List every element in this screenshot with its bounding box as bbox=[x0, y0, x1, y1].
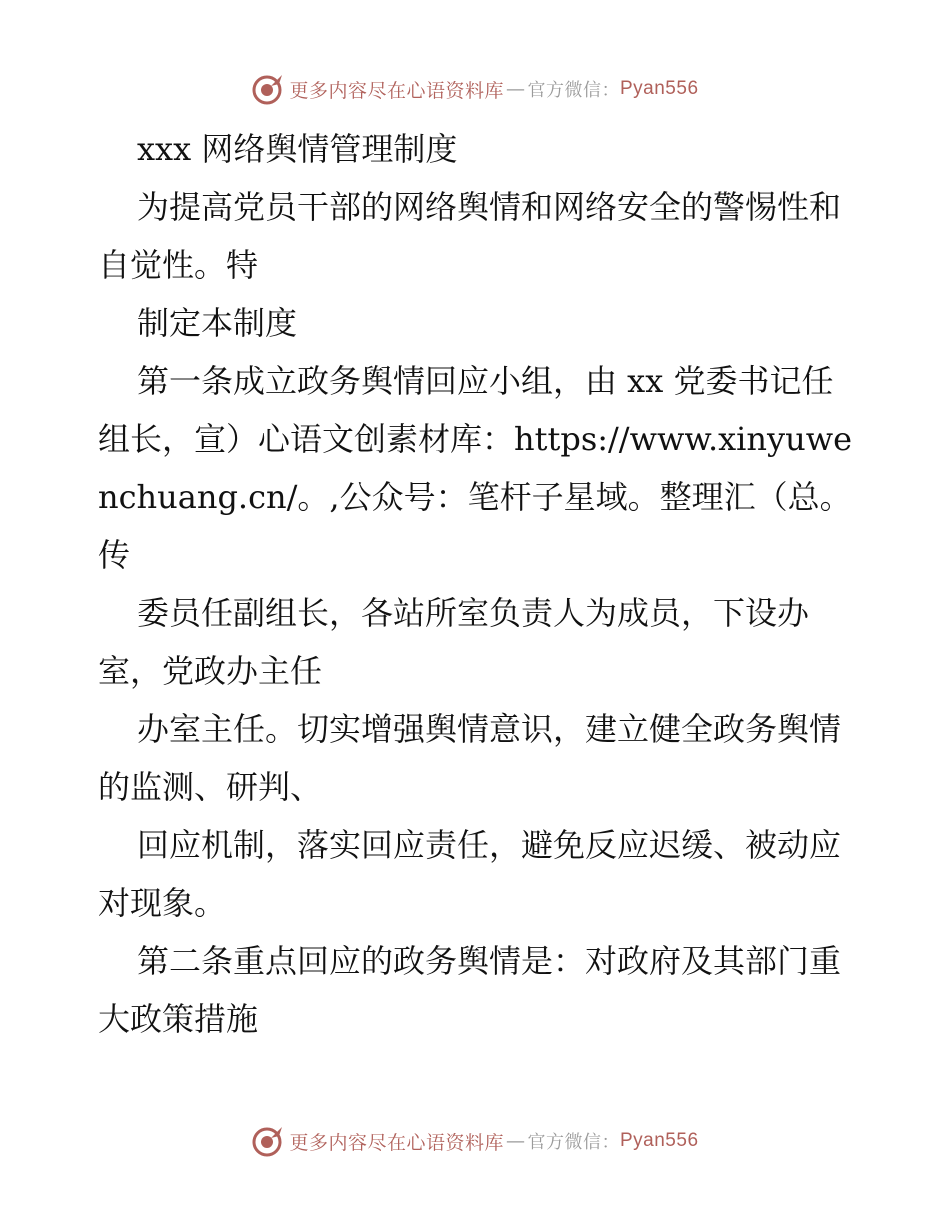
watermark-wechat-label: 官方微信： bbox=[527, 80, 620, 101]
paragraph: 第一条成立政务舆情回应小组，由 xx 党委书记任组长，宣）心语文创素材库：https://www.xinyuwenchuang.cn/。,公众号：笔杆子星域。整理汇（总。传 bbox=[98, 362, 853, 574]
watermark-wechat-id: Pyan556 bbox=[620, 1130, 699, 1151]
watermark-wechat-label: 官方微信： bbox=[527, 1132, 620, 1153]
watermark-text: 更多内容尽在心语资料库 bbox=[289, 79, 504, 102]
watermark-wechat-id: Pyan556 bbox=[620, 78, 699, 99]
paragraph: 办室主任。切实增强舆情意识，建立健全政务舆情的监测、研判、 bbox=[98, 710, 842, 806]
quill-logo-icon bbox=[251, 1124, 285, 1158]
watermark-header bbox=[0, 72, 950, 106]
paragraph: 回应机制，落实回应责任，避免反应迟缓、被动应对现象。 bbox=[98, 826, 842, 922]
quill-logo-icon bbox=[251, 72, 285, 106]
watermark-footer bbox=[0, 1124, 950, 1158]
watermark-separator: — bbox=[506, 78, 526, 100]
watermark-separator: — bbox=[506, 1130, 526, 1152]
document-title: xxx 网络舆情管理制度 bbox=[137, 130, 458, 168]
paragraph: 第二条重点回应的政务舆情是：对政府及其部门重大政策措施 bbox=[98, 942, 842, 1038]
watermark-text: 更多内容尽在心语资料库 bbox=[289, 1131, 504, 1154]
paragraph: 为提高党员干部的网络舆情和网络安全的警惕性和自觉性。特 bbox=[98, 188, 842, 284]
document-body bbox=[98, 120, 854, 1048]
paragraph: 委员任副组长，各站所室负责人为成员，下设办室，党政办主任 bbox=[98, 594, 810, 690]
paragraph: 制定本制度 bbox=[137, 304, 298, 342]
